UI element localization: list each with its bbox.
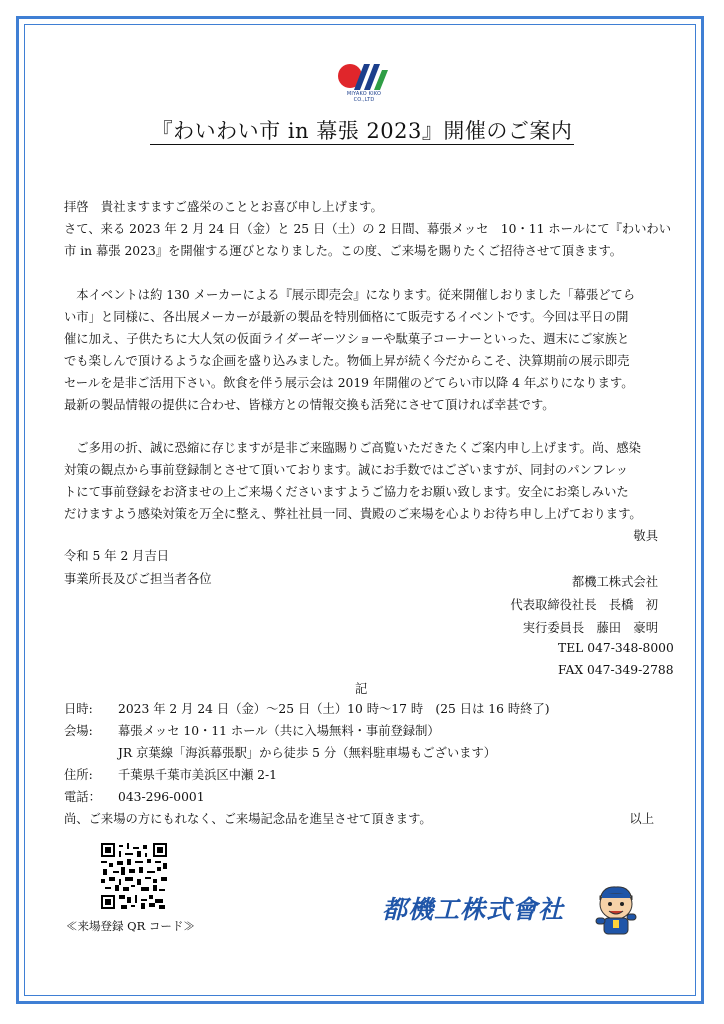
- greeting-paragraph: [64, 196, 672, 262]
- brand-logotype: 都機工株式會社: [382, 895, 565, 924]
- text-line: だけますよう感染対策を万全に整え、弊社社員一同、貴殿のご来場を心よりお待ち申し上げております。: [64, 507, 642, 521]
- page-title: 『わいわい市 in 幕張 2023』開催のご案内: [151, 119, 573, 143]
- detail-value: 2023 年 2 月 24 日（金）〜25 日（土）10 時〜17 時 (25 日は 16 時終了): [118, 702, 550, 716]
- logo-text: MIYAKO KIKO CO.,LTD: [346, 91, 382, 103]
- sender-company: 都機工株式会社: [571, 575, 658, 589]
- text-line: 催に加え、子供たちに大人気の仮面ライダーギーツショーや駄菓子コーナーといった、週末にご家族と: [64, 332, 630, 346]
- text-line: セールを是非ご活用下さい。飲食を伴う展示会は 2019 年開催のどてらい市以降 4 年ぶりになります。: [64, 376, 634, 390]
- detail-value: 千葉県千葉市美浜区中瀬 2-1: [118, 768, 277, 782]
- company-logo: [336, 60, 392, 106]
- detail-value: 043-296-0001: [118, 790, 205, 804]
- text-line: 本イベントは約 130 メーカーによる『展示即売会』になります。従来開催しおりました「幕張どてら: [64, 288, 636, 302]
- ijou-closing: 以上: [629, 812, 654, 826]
- detail-label: 日時:: [64, 702, 93, 716]
- detail-address: [64, 764, 277, 786]
- ki-heading: 記: [355, 682, 368, 696]
- sender-tel: TEL 047-348-8000: [558, 641, 674, 655]
- detail-access: [64, 742, 496, 764]
- closing-note: 尚、ご来場の方にもれなく、ご来場記念品を進呈させて頂きます。: [64, 812, 432, 826]
- invitation-paragraph: [64, 437, 662, 525]
- addressee: 事業所長及びご担当者各位: [64, 572, 212, 586]
- text-line: トにて事前登録をお済ませの上ご来場くださいますようご協力をお願い致します。安全にお楽しみいた: [64, 485, 629, 499]
- keigu-closing: 敬具: [633, 529, 658, 543]
- sender-committee: 実行委員長 藤田 豪明: [522, 621, 658, 635]
- text-line: 市 in 幕張 2023』を開催する運びとなりました。この度、ご来場を賜りたくご招待させて頂きます。: [64, 244, 623, 258]
- sender-fax: FAX 047-349-2788: [558, 663, 674, 677]
- detail-value: 幕張メッセ 10・11 ホール（共に入場無料・事前登録制）: [118, 724, 440, 738]
- logo-mark-icon: [336, 60, 392, 92]
- detail-phone: [64, 786, 205, 808]
- mascot-icon: [592, 884, 640, 938]
- text-line: 拝啓 貴社ますますご盛栄のこととお喜び申し上げます。: [64, 200, 383, 214]
- detail-value: JR 京葉線「海浜幕張駅」から徒歩 5 分（無料駐車場もございます）: [118, 746, 497, 760]
- qr-caption: ≪来場登録 QR コード≫: [66, 919, 195, 933]
- sender-president: 代表取締役社長 長橋 初: [510, 598, 658, 612]
- event-description-paragraph: [64, 284, 662, 416]
- detail-label: 住所:: [64, 768, 93, 782]
- text-line: ご多用の折、誠に恐縮に存じますが是非ご来臨賜りご高覧いただきたくご案内申し上げます。尚、感染: [64, 441, 641, 455]
- issue-date: 令和 5 年 2 月吉日: [64, 549, 170, 563]
- text-line: 最新の製品情報の提供に合わせ、皆様方との情報交換も活発にさせて頂ければ幸甚です。: [64, 398, 555, 412]
- detail-label: 電話：: [64, 790, 101, 804]
- qr-code-icon[interactable]: [101, 843, 167, 909]
- detail-label: 会場:: [64, 724, 93, 738]
- text-line: さて、来る 2023 年 2 月 24 日（金）と 25 日（土）の 2 日間、幕張メッセ 10・11 ホールにて『わいわい: [64, 222, 672, 236]
- text-line: い市」と同様に、各出展メーカーが最新の製品を特別価格にて販売するイベントです。今回は平日の開: [64, 310, 629, 324]
- text-line: でも楽しんで頂けるような企画を盛り込みました。物価上昇が続く今だからこそ、決算期前の展示即売: [64, 354, 630, 368]
- detail-venue: [64, 720, 440, 742]
- detail-datetime: [64, 698, 550, 720]
- text-line: 対策の観点から事前登録制とさせて頂いております。誠にお手数ではございますが、同封のパンフレッ: [64, 463, 629, 477]
